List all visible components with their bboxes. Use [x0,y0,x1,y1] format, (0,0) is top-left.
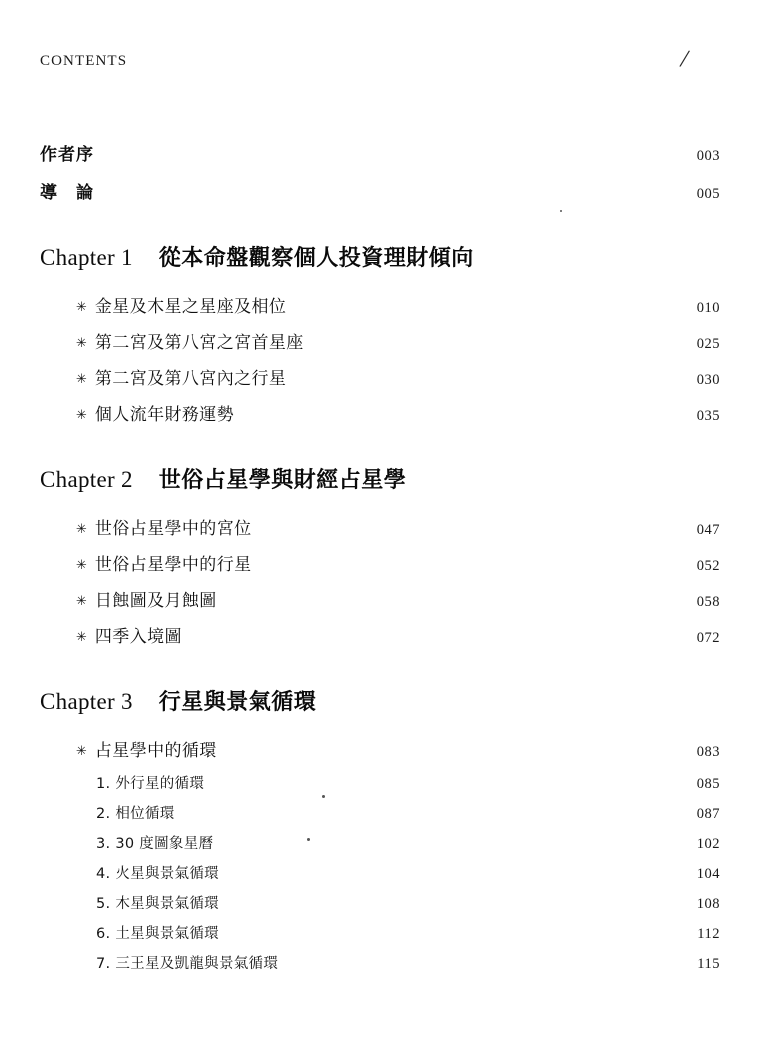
toc-page-number: 030 [696,372,720,388]
toc-entry-label: 占星學中的循環 [94,741,217,761]
toc-entry[interactable] [40,514,720,539]
asterisk-bullet-icon: ✳ [76,744,87,759]
asterisk-bullet-icon: ✳ [76,558,87,573]
toc-front-title: 作者序 [40,145,94,165]
toc-front-title: 導 論 [40,183,94,203]
toc-entry[interactable] [40,550,720,575]
asterisk-bullet-icon: ✳ [76,300,87,315]
toc-page-number: 083 [696,744,720,760]
chapter-label: Chapter 1 [40,245,133,270]
toc-entry[interactable] [40,400,720,425]
toc-page-number: 072 [696,630,720,646]
asterisk-bullet-icon: ✳ [76,336,87,351]
toc-front-row[interactable] [40,178,720,203]
toc-page-number: 104 [696,866,720,882]
chapter-heading[interactable] [40,241,720,272]
toc-subentry-label: 3. 30 度圖象星曆 [96,836,214,852]
asterisk-bullet-icon: ✳ [76,372,87,387]
toc-entry[interactable] [40,736,720,761]
chapter-label: Chapter 2 [40,467,133,492]
chapter-block [40,241,720,425]
scan-speck [322,795,325,798]
toc-entry-label: 第二宮及第八宮之宮首星座 [94,333,304,353]
toc-entry[interactable] [40,622,720,647]
toc-page-number: 003 [696,148,720,164]
toc-entry[interactable] [40,292,720,317]
asterisk-bullet-icon: ✳ [76,522,87,537]
toc-entry-label: 日蝕圖及月蝕圖 [94,591,217,611]
toc-entry[interactable] [40,328,720,353]
toc-entry-label: 金星及木星之星座及相位 [94,297,287,317]
toc-subentry-label: 2. 相位循環 [96,806,175,822]
chapter-heading[interactable] [40,463,720,494]
toc-subentry[interactable] [40,922,720,943]
chapter-block [40,685,720,973]
toc-front-row[interactable] [40,140,720,165]
toc-entry-label: 世俗占星學中的宮位 [94,519,252,539]
toc-subentry[interactable] [40,952,720,973]
toc-page-number: 025 [696,336,720,352]
toc-subentry[interactable] [40,832,720,853]
toc-page-number: 102 [696,836,720,852]
toc-page-number: 010 [696,300,720,316]
toc-page-number: 058 [696,594,720,610]
toc-entry-label: 世俗占星學中的行星 [94,555,252,575]
asterisk-bullet-icon: ✳ [76,408,87,423]
toc-subentry[interactable] [40,862,720,883]
toc-subentry[interactable] [40,892,720,913]
toc-subentry-label: 1. 外行星的循環 [96,776,205,792]
toc-page-number: 052 [696,558,720,574]
toc-page-number: 108 [696,896,720,912]
chapter-heading[interactable] [40,685,720,716]
toc-page-number: 085 [696,776,720,792]
toc-entry-label: 第二宮及第八宮內之行星 [94,369,287,389]
contents-body [40,140,720,982]
toc-page-number: 005 [696,186,720,202]
chapter-title: 世俗占星學與財經占星學 [158,468,407,493]
toc-entry-label: 四季入境圖 [94,627,182,647]
toc-entry-label: 個人流年財務運勢 [94,405,235,425]
toc-page-number: 035 [696,408,720,424]
pen-stroke-mark: / [677,43,692,74]
toc-subentry-label: 4. 火星與景氣循環 [96,866,219,882]
toc-entry[interactable] [40,364,720,389]
asterisk-bullet-icon: ✳ [76,630,87,645]
chapter-title: 從本命盤觀察個人投資理財傾向 [158,246,474,271]
toc-entry[interactable] [40,586,720,611]
scan-speck [560,210,562,212]
chapter-label: Chapter 3 [40,689,133,714]
toc-page-number: 047 [696,522,720,538]
page-header [40,43,720,76]
toc-subentry[interactable] [40,772,720,793]
toc-page-number: 087 [696,806,720,822]
toc-subentry-label: 7. 三王星及凱龍與景氣循環 [96,956,279,972]
toc-subentry-label: 5. 木星與景氣循環 [96,896,219,912]
asterisk-bullet-icon: ✳ [76,594,87,609]
toc-page-number: 112 [697,926,720,942]
chapter-title: 行星與景氣循環 [158,690,317,715]
toc-subentry[interactable] [40,802,720,823]
toc-page-number: 115 [697,956,720,972]
header-label: CONTENTS [40,53,128,69]
scan-speck [307,838,310,841]
toc-subentry-label: 6. 土星與景氣循環 [96,926,219,942]
chapter-block [40,463,720,647]
